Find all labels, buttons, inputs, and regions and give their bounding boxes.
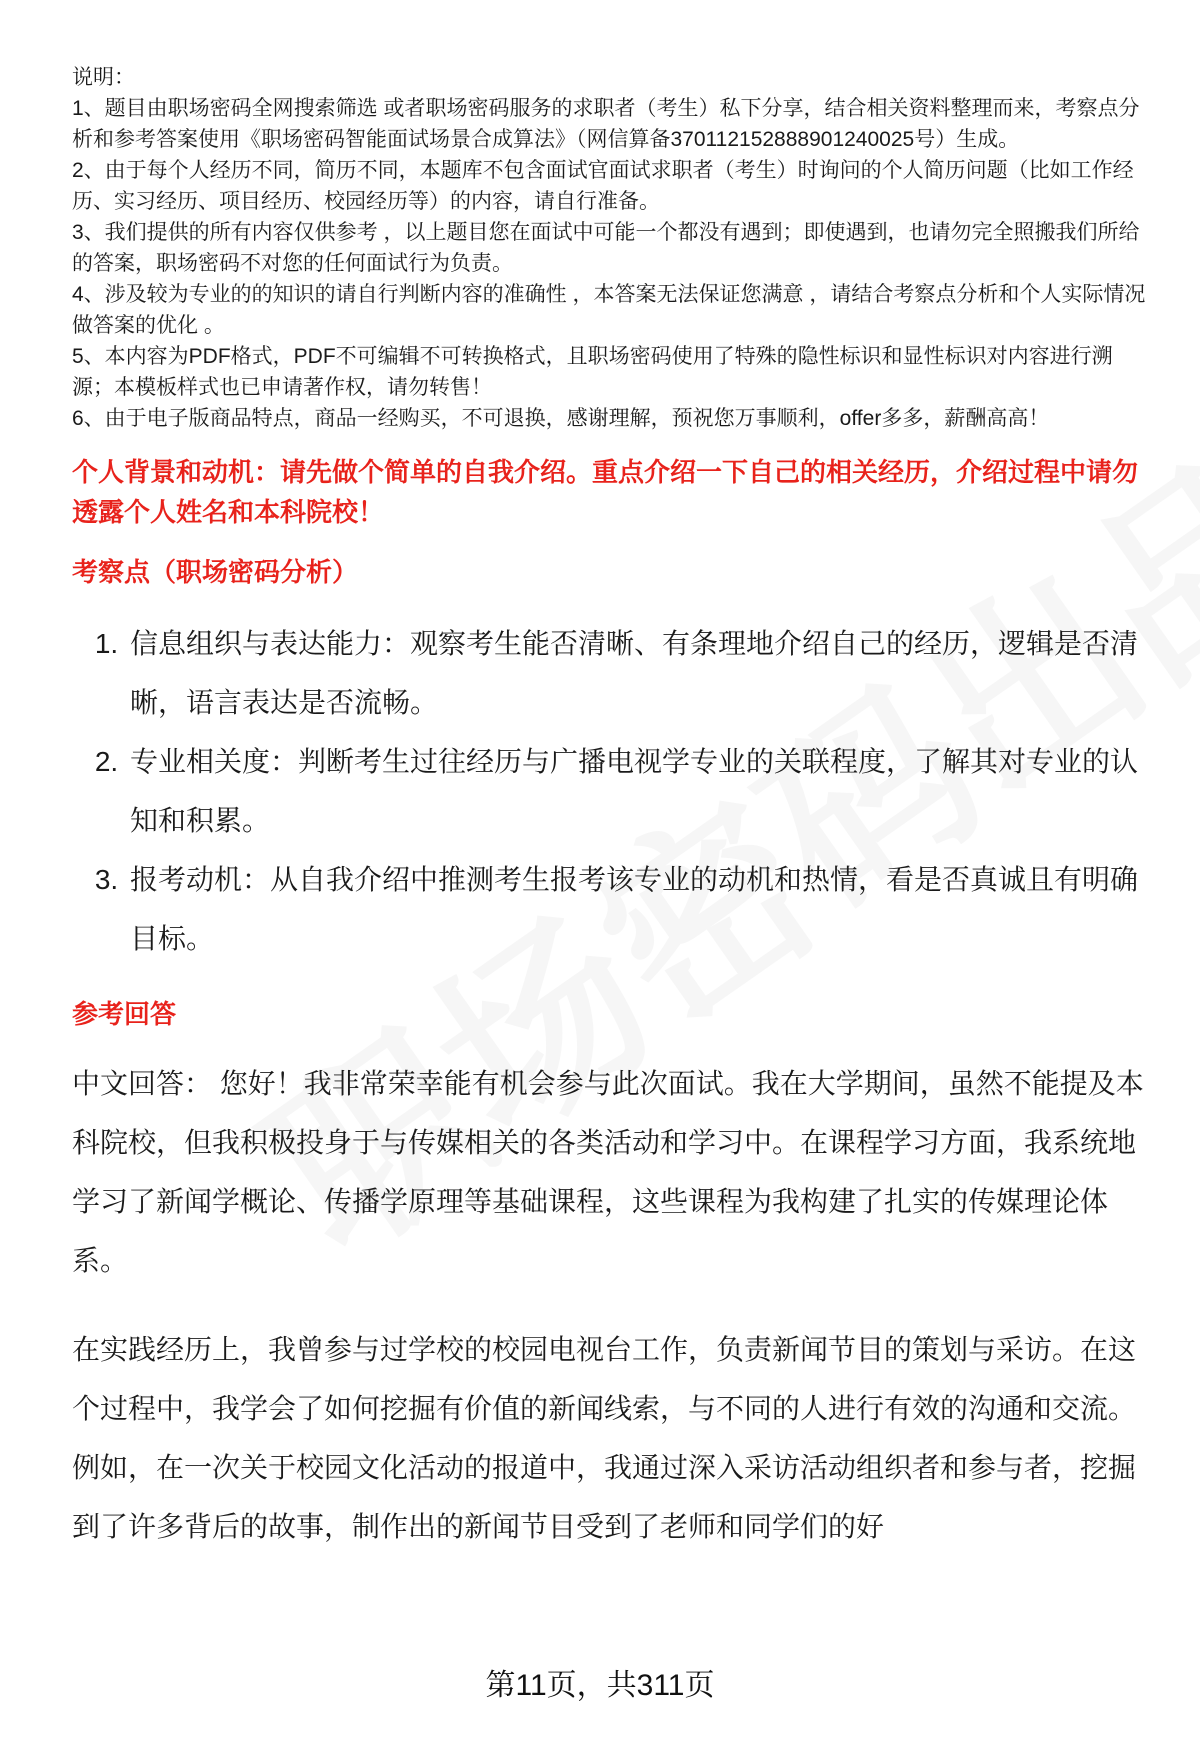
notes-title: 说明： xyxy=(72,66,135,89)
analysis-point: 2. 专业相关度：判断考生过往经历与广播电视学专业的关联程度，了解其对专业的认知和积累。 xyxy=(126,732,1147,850)
notes-section xyxy=(72,62,1147,434)
answer-heading: 参考回答 xyxy=(72,999,177,1029)
analysis-point: 1. 信息组织与表达能力：观察考生能否清晰、有条理地介绍自己的经历，逻辑是否清晰，语言表达是否流畅。 xyxy=(126,614,1147,732)
answer-paragraph: 中文回答： 您好！我非常荣幸能有机会参与此次面试。我在大学期间，虽然不能提及本科院校，但我积极投身于与传媒相关的各类活动和学习中。在课程学习方面，我系统地学习了新闻学概论、传播学原理等基础课程，这些课程为我构建了扎实的传媒理论体系。 xyxy=(72,1068,1144,1276)
document-page xyxy=(72,62,1147,1556)
note-item: 1、题目由职场密码全网搜索筛选 或者职场密码服务的求职者（考生）私下分享，结合相关资料整理而来，考察点分析和参考答案使用《职场密码智能面试场景合成算法》（网信算备370112152888901240025号）生成。 xyxy=(72,97,1140,151)
analysis-list xyxy=(72,614,1147,968)
note-item: 5、本内容为PDF格式，PDF不可编辑不可转换格式，且职场密码使用了特殊的隐性标识和显性标识对内容进行溯源；本模板样式也已申请著作权，请勿转售！ xyxy=(72,345,1113,399)
note-item: 3、我们提供的所有内容仅供参考 ，以上题目您在面试中可能一个都没有遇到；即使遇到，也请勿完全照搬我们所给的答案，职场密码不对您的任何面试行为负责。 xyxy=(72,221,1140,275)
page-number: 第11页，共311页 xyxy=(485,1669,715,1702)
analysis-heading: 考察点（职场密码分析） xyxy=(72,557,359,587)
question-heading: 个人背景和动机：请先做个简单的自我介绍。重点介绍一下自己的相关经历，介绍过程中请勿透露个人姓名和本科院校！ xyxy=(72,457,1139,527)
note-item: 4、涉及较为专业的的知识的请自行判断内容的准确性 ，本答案无法保证您满意 ，请结合考察点分析和个人实际情况做答案的优化 。 xyxy=(72,283,1146,337)
analysis-point: 3. 报考动机：从自我介绍中推测考生报考该专业的动机和热情，看是否真诚且有明确目标。 xyxy=(126,850,1147,968)
note-item: 6、由于电子版商品特点，商品一经购买，不可退换，感谢理解，预祝您万事顺利，offer多多，薪酬高高！ xyxy=(72,407,1050,430)
note-item: 2、由于每个人经历不同，简历不同，本题库不包含面试官面试求职者（考生）时询问的个人简历问题（比如工作经历、实习经历、项目经历、校园经历等）的内容，请自行准备。 xyxy=(72,159,1134,213)
answer-paragraph: 在实践经历上，我曾参与过学校的校园电视台工作，负责新闻节目的策划与采访。在这个过程中，我学会了如何挖掘有价值的新闻线索，与不同的人进行有效的沟通和交流。例如，在一次关于校园文化活动的报道中，我通过深入采访活动组织者和参与者，挖掘到了许多背后的故事，制作出的新闻节目受到了老师和同学们的好 xyxy=(72,1334,1137,1542)
